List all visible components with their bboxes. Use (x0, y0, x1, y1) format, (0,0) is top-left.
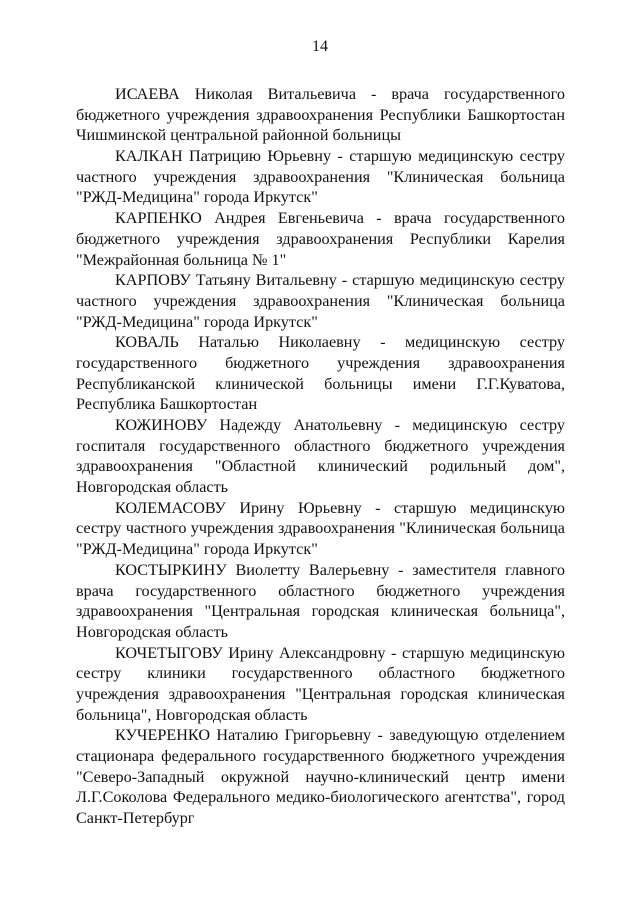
entry-line: госпиталя государственного областного бюджетного учреждения (76, 436, 565, 455)
entry-line: КОЧЕТЫГОВУ Ирину Александровну - старшую медицинскую (115, 643, 565, 662)
entry-line: КУЧЕРЕНКО Наталию Григорьевну - заведующую отделением (115, 726, 565, 745)
entry-line: стационара федерального государственного бюджетного учреждения (76, 747, 565, 765)
award-entry (76, 208, 565, 270)
award-entry (76, 270, 565, 332)
entry-line: государственного бюджетного учреждения здравоохранения (76, 353, 565, 372)
award-entry (76, 146, 565, 208)
entry-line: Новгородская область (76, 622, 229, 641)
entry-line: Республиканской клинической больницы имени Г.Г.Куватова, (76, 374, 565, 393)
award-entry (76, 84, 565, 146)
entry-line: Санкт-Петербург (76, 809, 195, 828)
entry-line: врача государственного областного бюджетного учреждения (76, 581, 565, 600)
award-entry (76, 643, 565, 726)
page-number: 14 (312, 38, 328, 55)
award-entry (76, 560, 565, 643)
entry-line: сестру клиники государственного областного бюджетного (76, 664, 565, 683)
entry-line: Республика Башкортостан (76, 395, 258, 414)
entry-line: КОВАЛЬ Наталью Николаевну - медицинскую сестру (115, 333, 565, 352)
entry-line: КОЛЕМАСОВУ Ирину Юрьевну - старшую медицинскую (115, 498, 565, 517)
entry-line: Новгородская область (76, 478, 229, 497)
entry-line: КОСТЫРКИНУ Виолетту Валерьевну - заместителя главного (115, 560, 565, 579)
entry-line: КАРПОВУ Татьяну Витальевну - старшую медицинскую сестру (115, 271, 565, 290)
award-entry (76, 332, 565, 415)
award-entry (76, 415, 565, 498)
entry-line: учреждения здравоохранения "Центральная городская клиническая (76, 684, 565, 703)
entry-line: здравоохранения "Центральная городская клиническая больница", (76, 602, 565, 621)
entry-line: КАРПЕНКО Андрея Евгеньевича - врача государственного (115, 209, 565, 228)
document-body (76, 84, 565, 829)
entry-line: бюджетного учреждения здравоохранения Республики Башкортостан (76, 105, 565, 124)
entry-line: больница", Новгородская область (76, 705, 308, 724)
entry-line: бюджетного учреждения здравоохранения Республики Карелия (76, 229, 565, 248)
entry-line: КАЛКАН Патрицию Юрьевну - старшую медицинскую сестру (115, 147, 565, 166)
entry-line: "РЖД-Медицина" города Иркутск" (76, 188, 318, 207)
entry-line: Л.Г.Соколова Федерального медико-биологического агентства", город (76, 788, 565, 807)
entry-line: Чишминской центральной районной больницы (76, 126, 401, 145)
entry-line: частного учреждения здравоохранения "Клиническая больница (76, 167, 565, 186)
award-entry (76, 725, 565, 828)
entry-line: "РЖД-Медицина" города Иркутск" (76, 312, 318, 331)
entry-line: "РЖД-Медицина" города Иркутск" (76, 540, 318, 559)
entry-line: "Северо-Западный окружной научно-клинический центр имени (76, 767, 565, 786)
award-entry (76, 498, 565, 560)
entry-line: "Межрайонная больница № 1" (76, 250, 287, 269)
entry-line: КОЖИНОВУ Надежду Анатольевну - медицинскую сестру (115, 416, 565, 434)
entry-line: здравоохранения "Областной клинический родильный дом", (76, 457, 565, 476)
entry-line: ИСАЕВА Николая Витальевича - врача государственного (115, 85, 565, 103)
entry-line: частного учреждения здравоохранения "Клиническая больница (76, 291, 565, 310)
entry-line: сестру частного учреждения здравоохранения "Клиническая больница (76, 519, 565, 538)
